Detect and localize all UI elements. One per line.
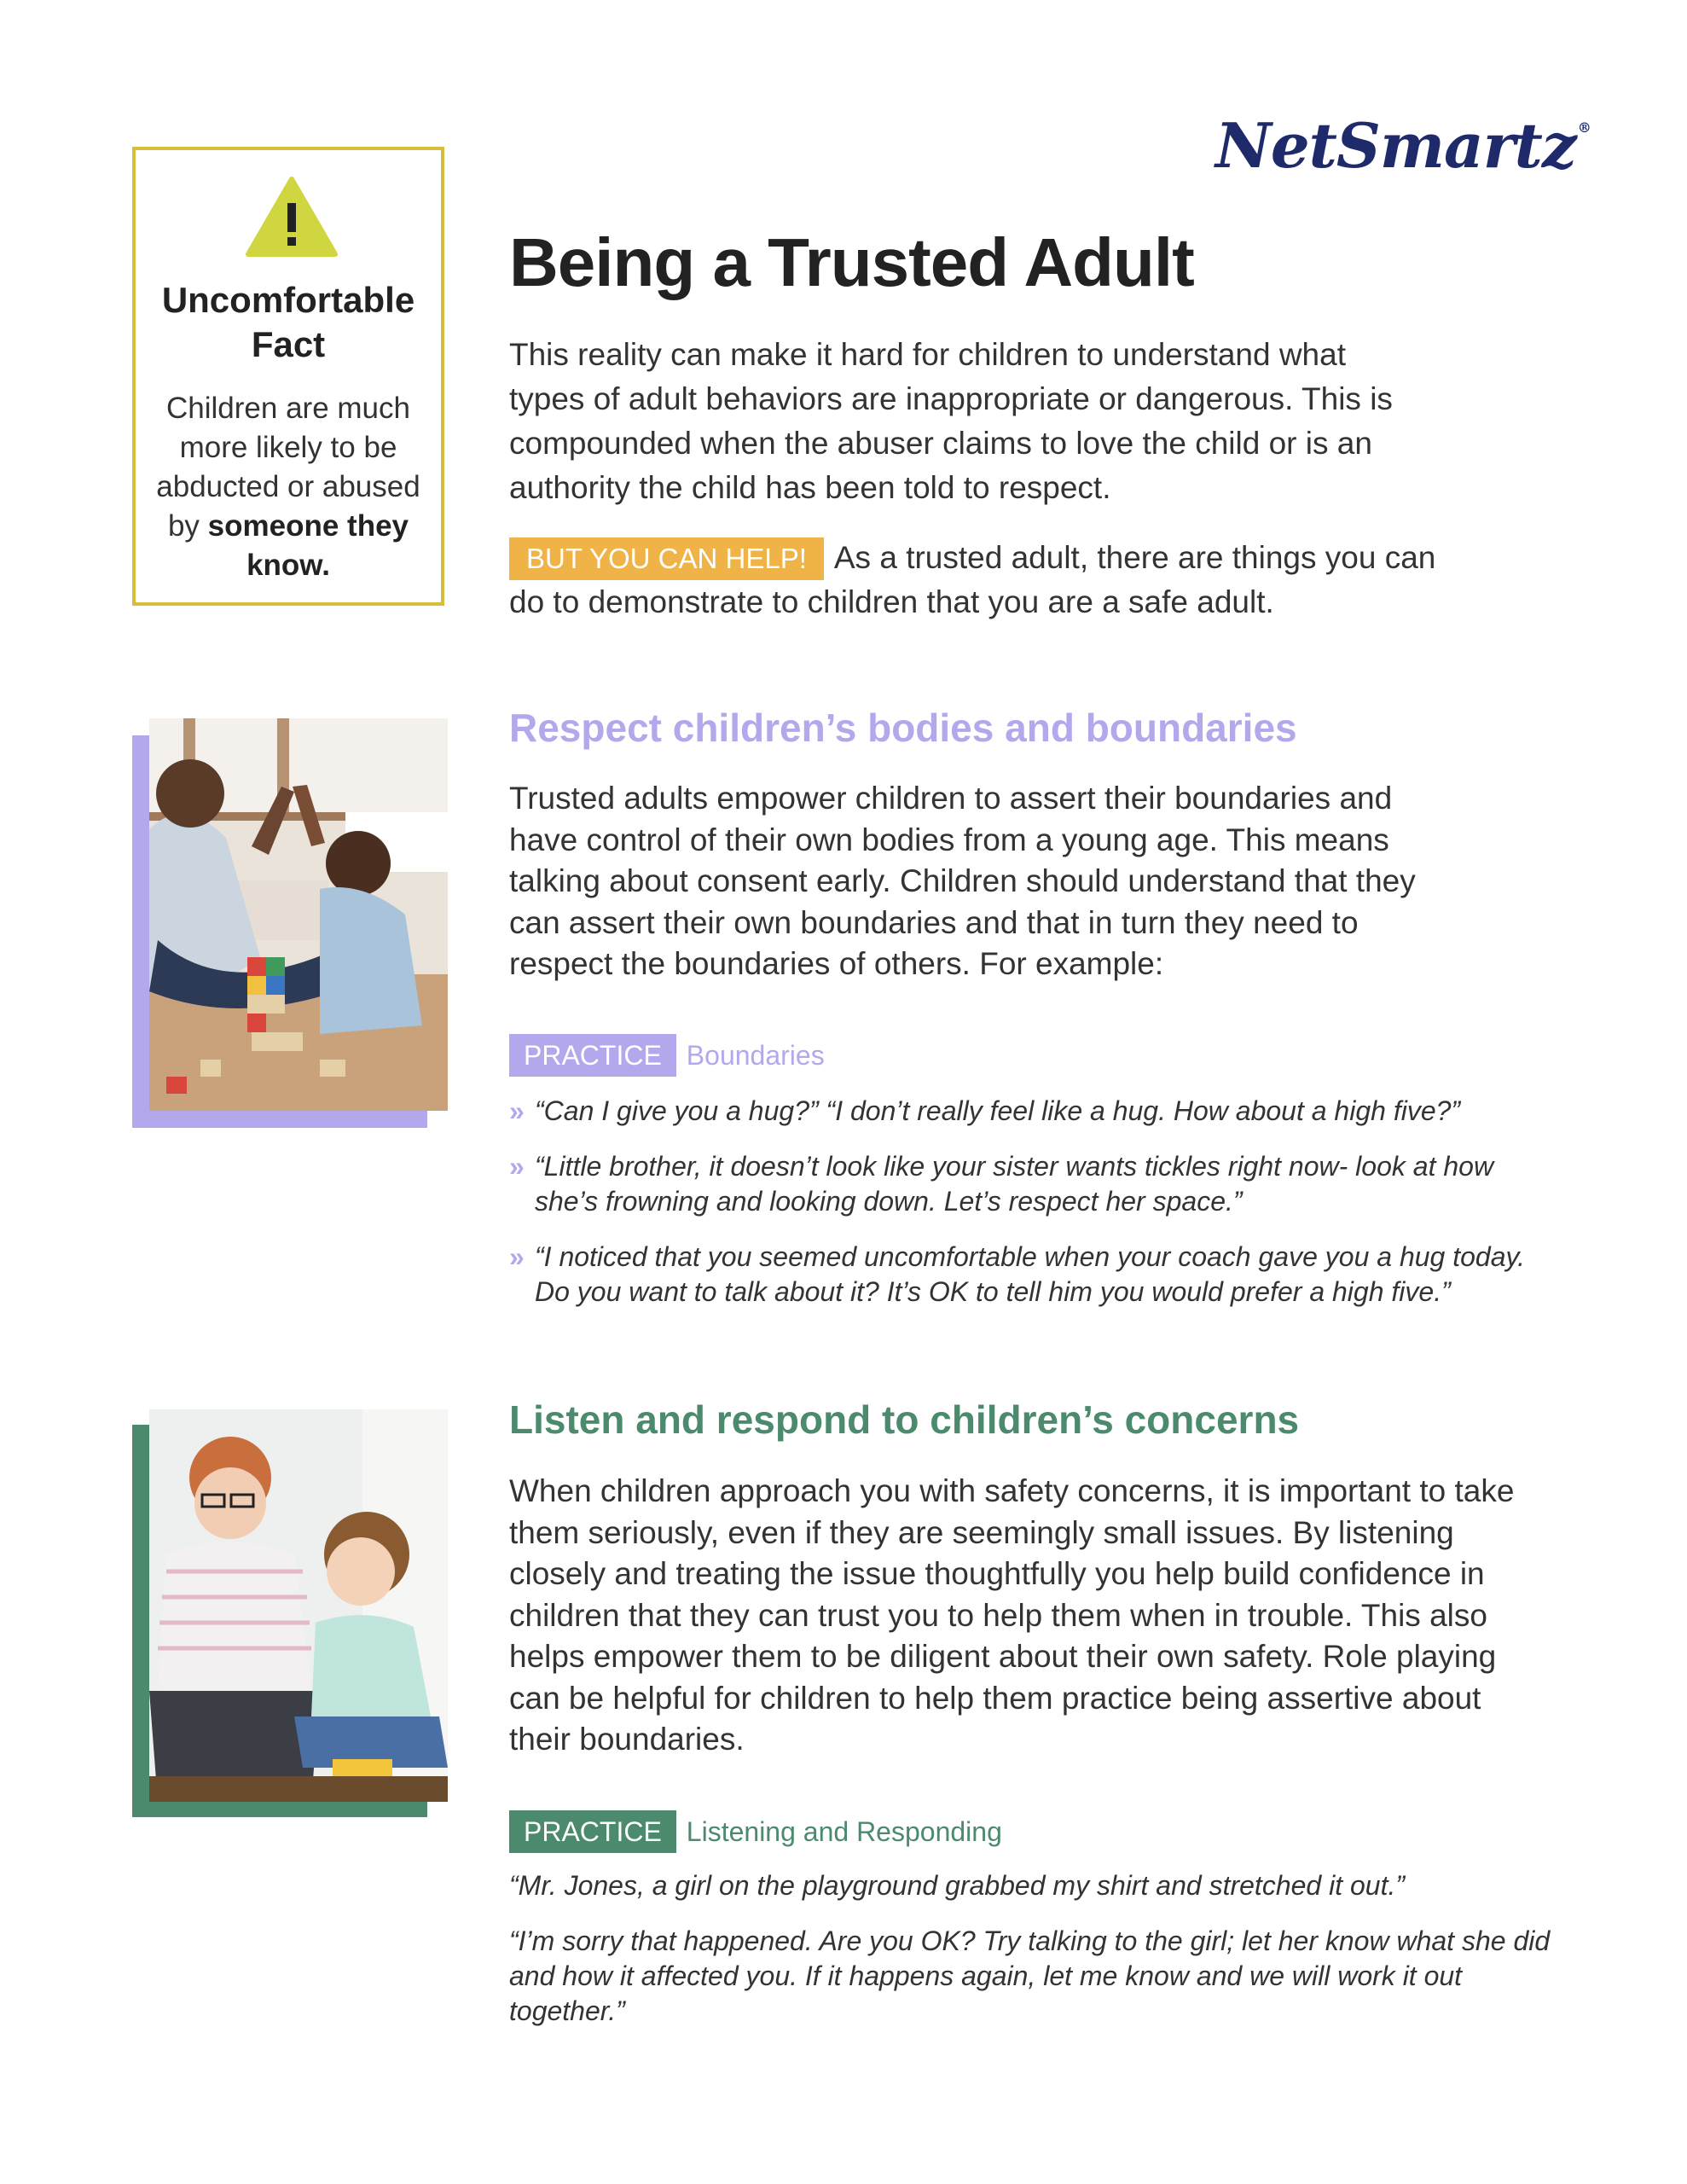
help-paragraph: BUT YOU CAN HELP! As a trusted adult, there are things you can do to demonstrate to children that you are a safe adult.: [509, 536, 1447, 624]
photo-father-child-blocks: [149, 718, 448, 1111]
photo-woman-child-talking: [149, 1409, 448, 1802]
list-item: “I’m sorry that happened. Are you OK? Try talking to the girl; let her know what she did and how it affected you. If it happens again, let me know and we will work it out together.”: [509, 1926, 1551, 2026]
intro-paragraph: This reality can make it hard for children to understand what types of adult behaviors are inappropriate or dangerous. This is compounded when the abuser claims to love the child or is an authority the child has been told to respect.: [509, 337, 1393, 505]
boundaries-quotes: [509, 1094, 1558, 1330]
warning-icon: [245, 176, 339, 258]
list-item: » “I noticed that you seemed uncomfortable when your coach gave you a hug today. Do you want to talk about it? It’s OK to tell him you would prefer a high five.”: [509, 1240, 1558, 1310]
netsmartz-logo: NetSmartz ®: [1215, 109, 1591, 182]
page-title: Being a Trusted Adult: [509, 224, 1194, 300]
chevron-bullet-icon: »: [509, 1241, 525, 1272]
section-body-listening: When children approach you with safety concerns, it is important to take them seriously, even if they are seemingly small issues. By listening closely and treating the issue thoughtfully you help build confidence in children that they can trust you to help them when in trouble. This also helps empower them to be diligent about their own safety. Role playing can be helpful for children to help them practice being assertive about their boundaries.: [509, 1473, 1515, 1757]
chevron-bullet-icon: »: [509, 1095, 525, 1126]
practice-label: Boundaries: [686, 1039, 825, 1071]
list-item: » “Little brother, it doesn’t look like your sister wants tickles right now- look at how she’s frowning and looking down. Let’s respect her space.”: [509, 1149, 1558, 1219]
practice-tag: PRACTICE: [509, 1810, 676, 1853]
practice-banner-listening: [509, 1810, 1002, 1853]
practice-tag: PRACTICE: [509, 1034, 676, 1077]
list-item: “Mr. Jones, a girl on the playground grabbed my shirt and stretched it out.”: [509, 1870, 1406, 1901]
listening-quotes: [509, 1868, 1558, 2049]
fact-text: Children are much more likely to be abducted or abused by someone they know.: [156, 392, 420, 582]
chevron-bullet-icon: »: [509, 1151, 525, 1182]
section-heading-boundaries: Respect children’s bodies and boundaries: [509, 706, 1297, 750]
section-body-boundaries: Trusted adults empower children to assert their boundaries and have control of their own bodies from a young age. This means talking about consent early. Children should understand that they can assert their own boundaries and that in turn they need to respect the boundaries of others. For example:: [509, 781, 1416, 981]
practice-banner-boundaries: [509, 1034, 825, 1077]
section-heading-listening: Listen and respond to children’s concerns: [509, 1397, 1300, 1442]
practice-label: Listening and Responding: [686, 1815, 1002, 1847]
list-item: » “Can I give you a hug?” “I don’t really feel like a hug. How about a high five?”: [509, 1094, 1558, 1129]
help-badge: BUT YOU CAN HELP!: [509, 537, 824, 580]
uncomfortable-fact-box: [132, 147, 444, 606]
fact-title: Uncomfortable Fact: [161, 280, 415, 364]
